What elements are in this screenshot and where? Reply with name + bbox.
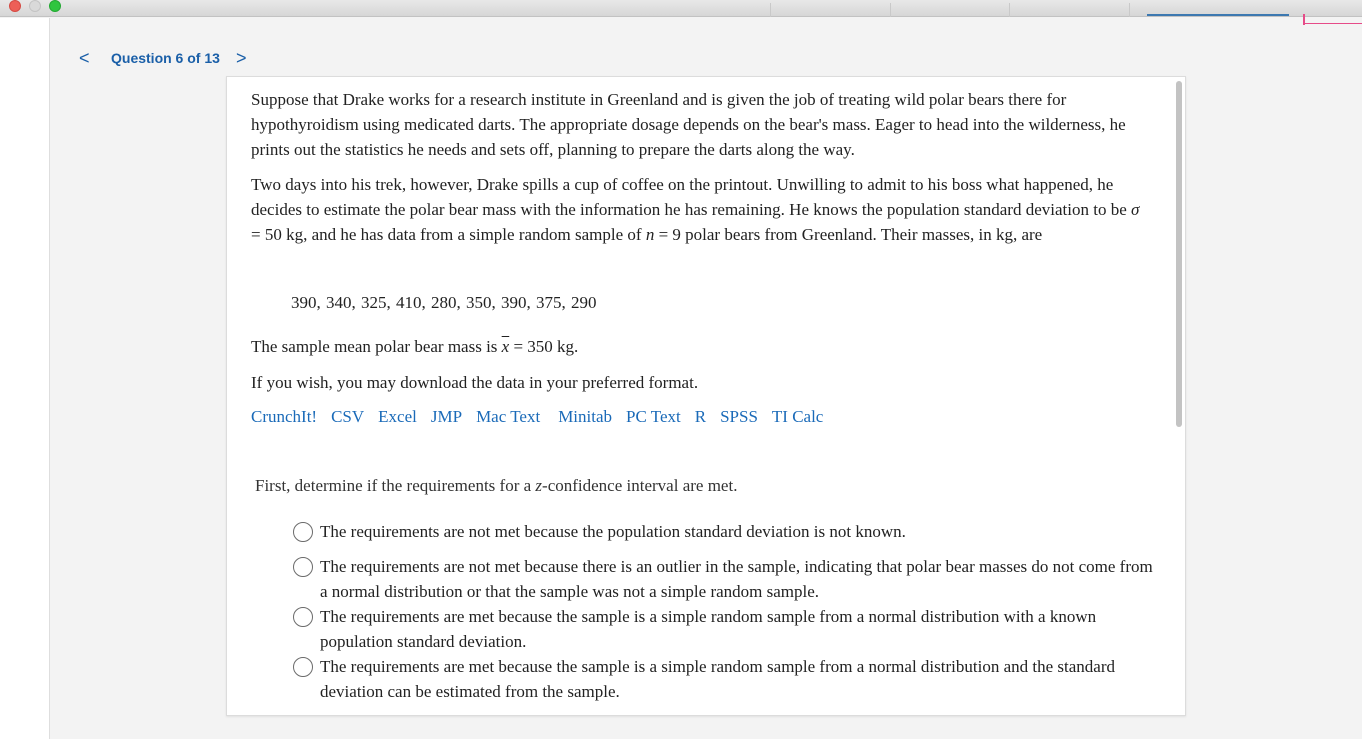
sample-data-values: 390, 340, 325, 410, 280, 350, 390, 375, 290	[291, 293, 597, 312]
context-text-a: Two days into his trek, however, Drake spills a cup of coffee on the printout. Unwilling to admit to his boss what happened, he decides to estimate the polar bear mass with the information he has remaining. He knows the population standard deviation to be	[251, 175, 1131, 219]
zoom-window-icon[interactable]	[49, 0, 61, 12]
context-text-c: = 9 polar bears from Greenland. Their masses, in kg, are	[654, 225, 1043, 244]
scrollbar-thumb[interactable]	[1176, 81, 1182, 427]
answer-option-label: The requirements are not met because the population standard deviation is not known.	[320, 522, 906, 541]
tab-divider	[770, 3, 771, 17]
question-text-b: -confidence interval are met.	[542, 476, 738, 495]
pink-accent-line	[1303, 23, 1362, 24]
question-text-a: First, determine if the requirements for a	[255, 476, 536, 495]
question-prompt	[255, 473, 737, 498]
close-window-icon[interactable]	[9, 0, 21, 12]
radio-button-icon[interactable]	[293, 657, 313, 677]
answer-option-1[interactable]	[293, 519, 1153, 544]
radio-button-icon[interactable]	[293, 522, 313, 542]
problem-intro: Suppose that Drake works for a research institute in Greenland and is given the job of treating wild polar bears there for hypothyroidism using medicated darts. The appropriate dosage depends on the bear's mass. Eager to head into the wilderness, he prints out the statistics he needs and sets off, planning to prepare the darts along the way.	[251, 90, 1126, 159]
n-symbol: n	[645, 225, 655, 244]
download-links	[251, 404, 837, 429]
question-card	[226, 76, 1186, 716]
sample-mean-statement	[251, 334, 1151, 359]
download-link-pc-text[interactable]: PC Text	[626, 407, 681, 426]
radio-button-icon[interactable]	[293, 607, 313, 627]
tab-divider	[1009, 3, 1010, 17]
answer-option-4[interactable]	[293, 654, 1153, 704]
mean-text-b: = 350 kg.	[509, 337, 579, 356]
answer-option-3[interactable]	[293, 604, 1153, 654]
active-tab-indicator	[1147, 14, 1289, 16]
minimize-window-icon[interactable]	[29, 0, 41, 12]
download-link-mac-text[interactable]: Mac Text	[476, 407, 541, 426]
tab-divider	[1129, 3, 1130, 17]
answer-option-2[interactable]	[293, 554, 1153, 604]
left-panel	[0, 18, 50, 739]
download-link-crunchit[interactable]: CrunchIt!	[251, 407, 318, 426]
answer-option-label: The requirements are met because the sample is a simple random sample from a normal distribution with a known population standard deviation.	[320, 607, 1097, 651]
answer-option-label: The requirements are met because the sample is a simple random sample from a normal distribution and the standard deviation can be estimated from the sample.	[320, 657, 1115, 701]
xbar-symbol: $\overline{x}$	[501, 337, 510, 356]
download-link-excel[interactable]: Excel	[378, 407, 417, 426]
radio-button-icon[interactable]	[293, 557, 313, 577]
mean-text-a: The sample mean polar bear mass is	[251, 337, 502, 356]
download-link-r[interactable]: R	[694, 407, 707, 426]
problem-context	[251, 172, 1151, 247]
download-link-csv[interactable]: CSV	[331, 407, 365, 426]
download-link-minitab[interactable]: Minitab	[558, 407, 613, 426]
download-link-spss[interactable]: SPSS	[720, 407, 758, 426]
download-prompt: If you wish, you may download the data in your preferred format.	[251, 373, 699, 392]
z-symbol: z	[535, 476, 543, 495]
tab-divider	[890, 3, 891, 17]
download-link-ti-calc[interactable]: TI Calc	[771, 407, 824, 426]
answer-option-label: The requirements are not met because there is an outlier in the sample, indicating that polar bear masses do not come from a normal distribution or that the sample was not a simple random sample.	[320, 557, 1153, 601]
previous-question-icon[interactable]: <	[79, 47, 90, 68]
next-question-icon[interactable]: >	[236, 47, 247, 68]
question-counter: Question 6 of 13	[111, 50, 220, 66]
window-titlebar	[0, 0, 1362, 17]
sigma-symbol: σ	[1131, 200, 1140, 219]
context-text-b: = 50 kg, and he has data from a simple random sample of	[251, 225, 646, 244]
download-link-jmp[interactable]: JMP	[430, 407, 463, 426]
